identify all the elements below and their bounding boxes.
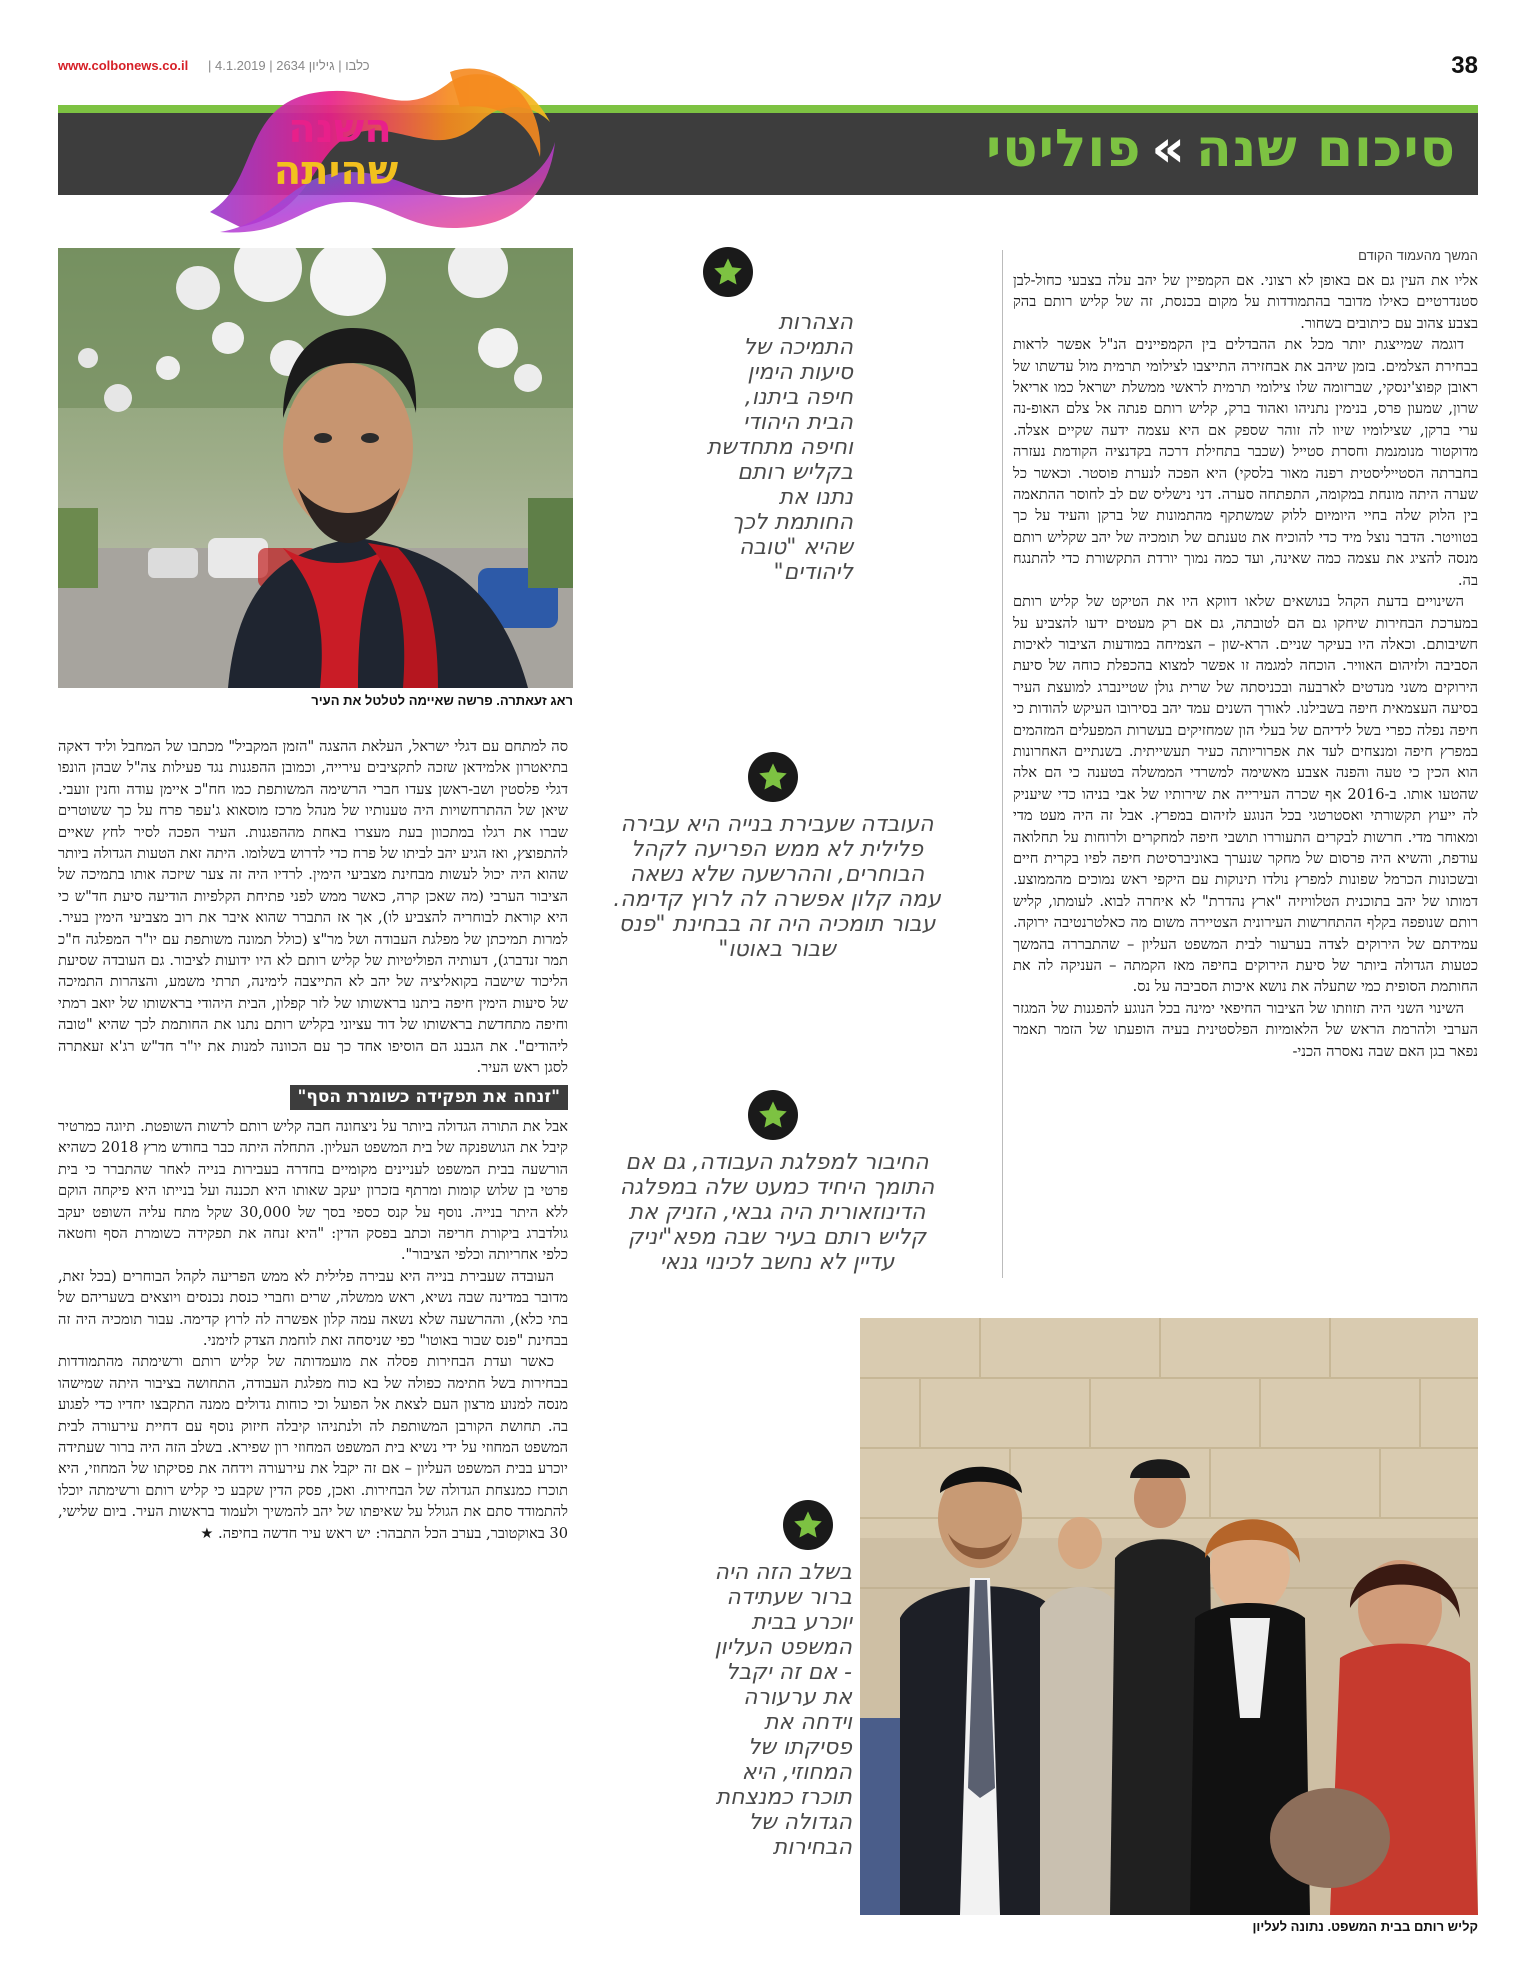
- court-photo: [860, 1318, 1478, 1915]
- section-title: [986, 119, 1456, 179]
- page-number: 38: [1451, 52, 1478, 79]
- star-icon: [783, 1500, 833, 1550]
- left-paragraph: סה למתחם עם דגלי ישראל, העלאת ההצגה "הזמן המקביל" מכתבו של המחבל וליד דאקה בתיאטרון אלמידאן שזכה לתקציבים עירייה, וכמובן ההפגנות נגד פעילות צה"ל שבהן הונפו דגלי פלסטין ושב-ראשן צעדו חברי הרשימה המשותפת כמו חח"כ איימן עודה וחנין זועבי. שיאן של ההתרחשויות היה טענותיו של מנהל מרכז מוסאוא ג'עפר פרח על כך ששוטרים שברו את רגלו במתכוון בעת מעצרו באחת מההפגנות. העיר הפכה לסיר לחץ שאיים להתפוצץ, ואז הגיע יהב לביתו של פרח כדי לדרוש בשלומו. היתה זאת הטעות הגדולה ביותר שהוא היה יכול לעשות מבחינת מצביעי הימין. לרדיו היה זה צער שיזכה אותו בתמיכה של הציבור הערבי (מה שאכן קרה, כאשר ממש לפני פתיחת הקלפיות הודיעה סיעת חד"ש כי היא קוראת לבוחריה להצביע לו), אך אז התברר שהוא איבר את רוב מצביעי הימין בעיר. למרות תמיכתן של מפלגת העבודה ושל מר"צ (כולל תמונה משותפת עם יו"ר המפלגה ח"כ תמר זנדברג), דעותיה הפוליטיות של קליש רותם לא היו ידועות לציבור. גם העובדה שסיעת הליכוד שישבה בקואליציה של יהב לא התייצבה לימינה, תרתי משמע, והצהרות התמיכה של סיעות הימין חיפה ביתנו בראשותו של לזר קפלון, הבית היהודי בראשותו של יואב רמתי וחיפה מתחדשת בראשותו של דוד עציוני בקליש רותם נתנו את החותמת לכך שהיא "טובה ליהודים". את הגבנג הם הוסיפו אחד כך עם הכוונה למנות את יו"ר חד"ש רג'א זעאתרה לסגן ראש העיר.: [58, 738, 568, 1077]
- star-icon: [748, 1090, 798, 1140]
- section-title-separator: »: [1151, 119, 1186, 179]
- pull-quote-3: החיבור למפלגת העבודה, גם אם התומך היחיד כמעט שלה במפלגה הדינוזאורית היה גבאי, הזניק את קליש רותם בעיר שבה מפא"יניק עדיין לא נחשב לכינוי גנאי: [619, 1150, 935, 1275]
- star-icon: [748, 752, 798, 802]
- court-photo-image: [860, 1318, 1478, 1915]
- pull-quote-4: בשלב הזה היה ברור שעתידה יוכרע בבית המשפט העליון - אם זה יקבל את ערעורה וידחה את פסיקתו של המחוזי, היא תוכרז כמנצחת הגדולה של הבחירות: [714, 1560, 852, 1860]
- right-column-rule: [1002, 250, 1003, 1278]
- right-paragraph: דוגמה שמייצגת יותר מכל את ההבדלים בין הקמפיינים הנ"ל אפשר לראות בבחירת הצלמים. בזמן שיהב את אבחזירה התייצבו לצילומי תרמית מול עדשתו של ראובן קפוצ'ינסקי, שברזומה שלו צילומי תרמית לראשי ממשלת ישראל כמו אריאל שרון, שמעון פרס, בנימין נתניהו ואהוד ברק, קליש רותם פנתה אל צלם האופ-נה ערי ברקן, שצילומיו שיוו לה זוהר שספק אם היא עצמה ידעה שקיים אצלה. מדוקטור מנומנמת וחסרת סטייל (שכבר בתחילת דרכה בקדנציה הקודמת נעזרה בחברתה הסטייליסטית רפנה מאור בלסקי) היא הפכה לנערת פוסטר. וכאשר כל שערה היתה מונחת במקומה, התפתחה סערה. דני נישליס שם לב לחוסר ההתאמה בין הלוק שלה בחיי היומיום ללוק שמשתקף מהתמונות של ברקן והעיד על כך בטוויטר. הדבר נוצל מיד כדי להוכיח את טענתם של תומכיה של יהב שקליש רותם מנסה להציג את עצמה כמה שאינה, ועד כמה נמוך יורדת התקשורת כדי להתנגח בה.: [1013, 336, 1478, 589]
- subhead-wrap: [58, 1085, 568, 1110]
- section-title-part2: פוליטי: [985, 119, 1142, 179]
- portrait-photo-image: [58, 248, 573, 688]
- section-subhead: "זנחה את תפקידה כשומרת הסף": [290, 1085, 568, 1110]
- logo-line2: שהיתה: [273, 148, 399, 194]
- left-paragraph: כאשר ועדת הבחירות פסלה את מועמדותה של קליש רותם ורשימתה מהתמודדות בבחירות בשל חתימה כפולה של בא כוח מפלגת העבודה, התחושה בציבור היתה שמישהו מנסה למנוע מרצון העם לצאת אל הפועל וכי כוחות גדולים ממנה התקבצו יחדיו כדי לפגוע בה. תחושת הקורבן המשותפת לה ולנתניהו קיבלה חיזוק נוסף עם דחיית עירעורה לבית המשפט המחוזי על ידי נשיא בית המשפט המחוזי רון שפירא. בשלב הזה היה ברור שעתידה יוכרע בבית המשפט העליון – אם זה יקבל את עירעורה וידחה את פסיקתו של המחוזי, היא תוכרז כמנצחת הגדולה של הבחירות. ואכן, פסק הדין שקבע כי קליש רותם ורשימתה יוכלו להתמודד סתם את הגולל על שאיפתו של יהב להמשיך ולעמוד בראשות העיר. ביום שלישי, 30 באוקטובר, בערב הכל התבהר: יש ראש עיר חדשה בחיפה. ★: [58, 1353, 568, 1542]
- right-paragraph: אליו את העין גם אם באופן לא רצוני. אם הקמפיין של יהב עלה בצבעי כחול-לבן סטנדרטיים כאילו מדובר בהתמודדות על מקום בכנסת, זה של קליש רותם בהק בצבע צהוב עם כיתובים בשחור.: [1013, 272, 1478, 332]
- section-title-part1: סיכום שנה: [1196, 119, 1456, 179]
- logo-line1: השנה: [288, 106, 392, 152]
- pull-quote-2: העובדה שעבירת בנייה היא עבירה פלילית לא ממש הפריעה לקהל הבוחרים, וההרשעה שלא נשאה עמה קלון אפשרה לה לרוץ קדימה. עבור תומכיה היה זה בבחינת "פנס שבור באוטו": [613, 812, 941, 962]
- left-paragraph: אבל את התורה הגדולה ביותר על ניצחונה חבה קליש רותם לרשות השופטת. תיוגה כמרטיר קיבל את הגושפנקה של בית המשפט העליון. התחלה היתה כבר בחודש מרץ 2018 כשהיא הורשעה בבית המשפט לעניינים מקומיים בחדרה בעבירות בנייה לאחר שהתברר כי בית פרטי בן שלוש קומות ומרתף בזכרון יעקב שאותו היא תכננה ועל בנייתו היא פיקחה הוקם ללא היתר בנייה. נוסף על קנס כספי בסך של 30,000 שקל מתח עליה השופט יעקב גולדברג ביקורת חריפה וכתב בפסק הדין: "היא זנחה את תפקידה כשומרת הסף וחטאה כלפי אחריותה וכלפי הציבור".: [58, 1117, 568, 1264]
- portrait-photo: [58, 248, 573, 688]
- right-column-text: [1013, 270, 1478, 1280]
- right-paragraph: השינוי השני היה תזוזתו של הציבור החיפאי ימינה בכל הנוגע להפגנות של המגזר הערבי ולהרמת הראש של הלאומיות הפלסטינית בעיה הופעתו של הזמר תאמר נפאר בגן האם שבה נאסרה הכני-: [1013, 999, 1478, 1060]
- right-paragraph: השינויים בדעת הקהל בנושאים שלאו דווקא היו את הטיקט של קליש רותם במערכת הבחירות שיחקו גם הם לטובתה, גם אם רק מעטים ידעו להצביע על חשיבותם. וכאלה היו בעיקר שניים. הרא-שון – הצמיחה במודעות הציבור לאיכות הסביבה ולזיהום האוויר. הוכחה למגמה זו אפשר למצוא בהכפלת כוחה של סיעת הירוקים משני מנדטים לארבעה ובכניסתה של שרית גולן שטיינברג למועצת העיר בסיעה העצמאית חיפה בשבילנו. לאורך השנים עמד יהב בסירובו העיקש להודות כי חיפה נפלה כפרי בשל לידיהם של בעלי הון שמחזיקים בעשרות המפעלים המזהמים במפרץ חיפה ומנצחים לעד את אפרוריותה כעיר תעשייתית. בשנתיים האחרונות הוא הכין כי טעה והפנה אצבע מאשימה למשרדי הממשלה בטענה כי הם אלה שהטעו אותו. ב-2016 אף שכרה העירייה את שירותיו של אבי בניהו כדי שיעניק לה ייעוץ תקשורתי ואסטרטגי בכל הנוגע לזיהום במפרץ. אבל זה היה מעט מדי ומאוחר מדי. חרשות לבקרים התעוררו תושבי חיפה למחקרים ולרוחות על תחלואה עודפת, והשיא היה פרסום של מחקר שנערך באוניברסיטת חיפה לפיו בקרית חיים ובשכונות הכרמל שפונות למפרץ נולדו תינוקות עם היקפי ראש נמוכים מהממוצע. דמותו של יהב בתוכנית הטלוויזיה "ארץ נהדרת" לא איחרה לבוא. לעומתו, קליש רותם שנופפה בקלף ההתחרשות העירונית הצטיירה משום מה כאלטרנטיבה ירוקה. עמידתם של הירוקים לצדה בערעור לבית המשפט העליון – שהתבררה בהמשך כטעות הגדולה ביותר של סיעת הירוקים בחיפה מאז הקמתה – העניקה לה את החותמת הסופית כמי שתעלה את נושא איכות הסביבה על נס.: [1013, 593, 1478, 996]
- continued-note: המשך מהעמוד הקודם: [1358, 248, 1478, 263]
- issue-meta: | כלבו | גיליון 2634 | 4.1.2019: [208, 58, 370, 73]
- portrait-caption: ראג זעאתרה. פרשה שאיימה לטלטל את העיר: [311, 693, 573, 708]
- left-paragraph: העובדה שעבירת בנייה היא עבירה פלילית לא ממש הפריעה לקהל הבוחרים (בכל זאת, מדובר במדינה שבה נשיא, ראש ממשלה, שרים וחברי כנסת נכנסים ויוצאים בשעריהם של בתי כלא), וההרשעה שלא נשאה עמה קלון אפשרה לה לרוץ קדימה. עבור תומכיה היה זה בבחינת "פנס שבור באוטו" כפי שניסחה זאת לוחמת הצדק לזימני.: [58, 1267, 568, 1349]
- left-column-text: [58, 736, 568, 1922]
- site-url[interactable]: www.colbonews.co.il: [58, 58, 189, 73]
- star-icon: [703, 247, 753, 297]
- pull-quote-1: הצהרות התמיכה של סיעות הימין חיפה ביתנו, הבית היהודי וחיפה מתחדשת בקליש רותם נתנו את החותמת לכך שהיא "טובה ליהודים": [706, 310, 853, 585]
- court-caption: קליש רותם בבית המשפט. נתונה לעליון: [1252, 1919, 1478, 1934]
